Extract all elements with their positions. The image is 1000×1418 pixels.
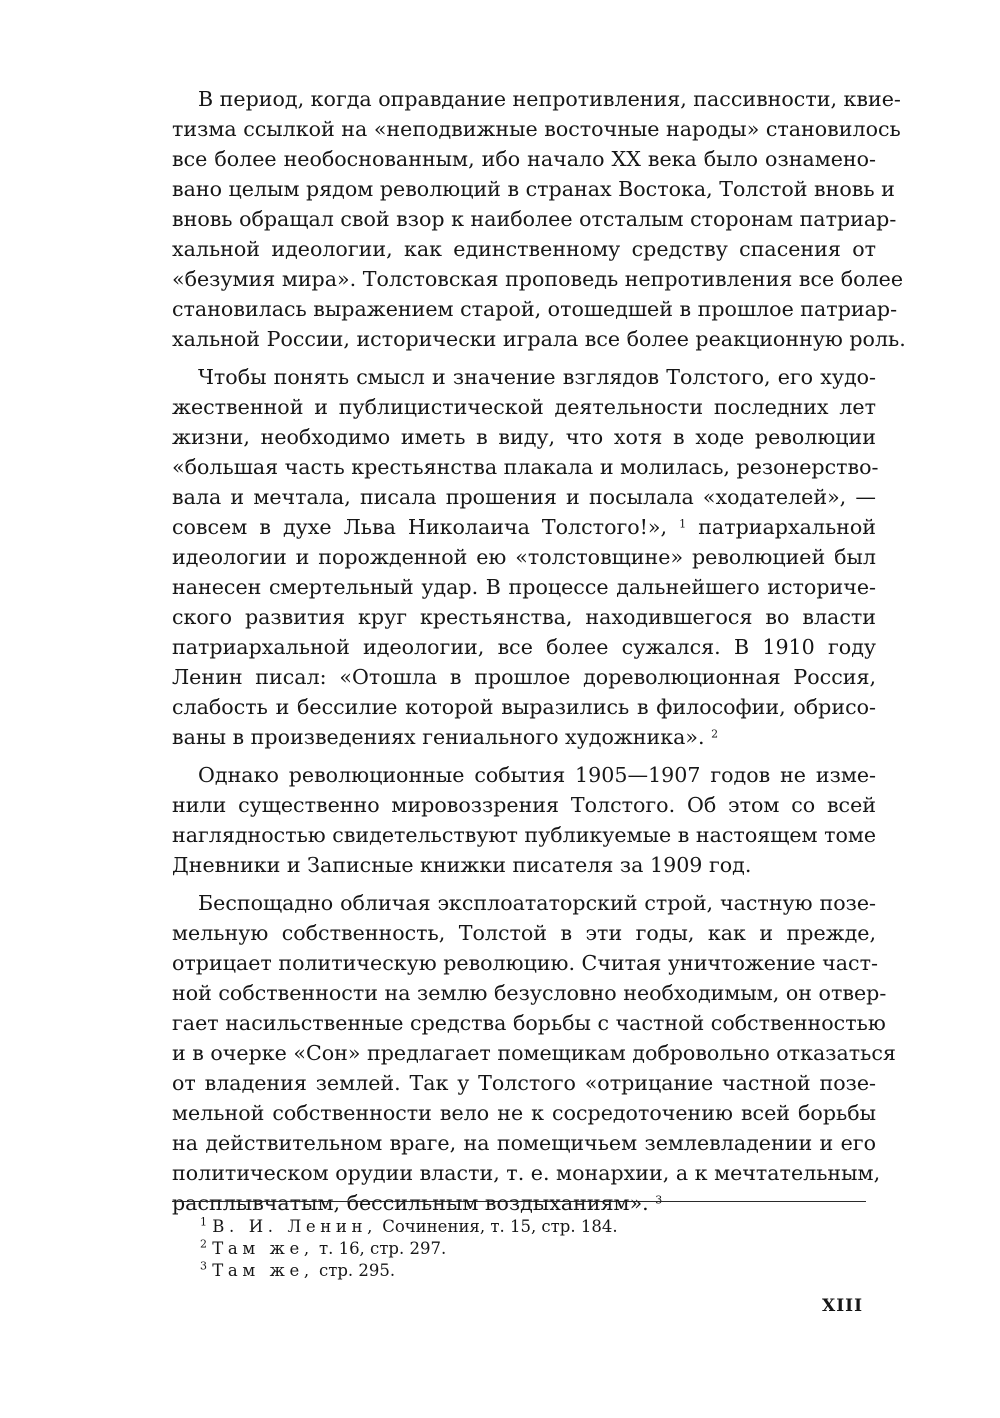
text-line: наглядностью свидетельствуют публикуемые в настоящем томе — [172, 823, 877, 847]
footnote-divider — [172, 1201, 866, 1202]
text-line: «безумия мира». Толстовская проповедь непротивления все более — [172, 267, 904, 291]
text-line: от владения землей. Так у Толстого «отрицание частной позе- — [172, 1071, 876, 1095]
text-line: тизма ссылкой на «неподвижные восточные народы» становилось — [172, 117, 901, 141]
text-line: на действительном враге, на помещичьем землевладении и его — [172, 1131, 876, 1155]
text-line: хальной России, исторически играла все более реакционную роль. — [172, 327, 906, 351]
footnotes — [200, 1216, 820, 1282]
text-line-with-note — [172, 1188, 876, 1218]
text-line: нанесен смертельный удар. В процессе дальнейшего историче- — [172, 575, 876, 599]
footnote-text: стр. 295. — [313, 1261, 396, 1280]
footnote-2 — [200, 1238, 820, 1260]
text-line: политическом орудии власти, т. е. монархии, а к мечтательным, — [172, 1161, 881, 1185]
footnote-3 — [200, 1260, 820, 1282]
footnote-mark: 1 — [200, 1215, 207, 1229]
paragraph-4 — [172, 888, 896, 1218]
text-line: патриархальной идеологии, все более сужался. В 1910 году — [172, 635, 876, 659]
text-line: вала и мечтала, писала прошения и посылала «ходателей», — — [172, 485, 876, 509]
text-segment: совсем в духе Льва Николаича Толстого!», — [172, 515, 668, 539]
text-segment: патриархальной — [698, 515, 877, 539]
text-line: Чтобы понять смысл и значение взглядов Толстого, его худо- — [198, 365, 876, 389]
footnote-1 — [200, 1216, 820, 1238]
paragraph-2 — [172, 362, 879, 752]
footnote-author: Там же, — [212, 1239, 314, 1258]
text-line: Дневники и Записные книжки писателя за 1909 год. — [172, 853, 752, 877]
text-line: гает насильственные средства борьбы с частной собственностью — [172, 1011, 886, 1035]
text-line: отрицает политическую революцию. Считая уничтожение част- — [172, 951, 878, 975]
text-line-with-note — [172, 722, 876, 752]
text-line-with-note — [172, 512, 876, 542]
text-line: ной собственности на землю безусловно необходимым, он отвер- — [172, 981, 887, 1005]
paragraph-3 — [172, 760, 876, 880]
footnote-mark: 3 — [200, 1259, 207, 1273]
footnote-author: Там же, — [212, 1261, 314, 1280]
footnote-ref-1[interactable]: 1 — [679, 517, 687, 531]
footnote-author: В. И. Ленин, — [212, 1217, 377, 1236]
text-segment: расплывчатым, бессильным воздыханиям». — [172, 1191, 649, 1215]
footnote-mark: 2 — [200, 1237, 207, 1251]
text-line: вновь обращал свой взор к наиболее отсталым сторонам патриар- — [172, 207, 897, 231]
text-line: вано целым рядом революций в странах Востока, Толстой вновь и — [172, 177, 895, 201]
text-line: и в очерке «Сон» предлагает помещикам добровольно отказаться — [172, 1041, 896, 1065]
text-line: жественной и публицистической деятельности последних лет — [172, 395, 876, 419]
footnote-ref-3[interactable]: 3 — [655, 1193, 663, 1207]
text-line: хальной идеологии, как единственному средству спасения от — [172, 237, 876, 261]
footnote-text: Сочинения, т. 15, стр. 184. — [376, 1217, 618, 1236]
text-line: мельную собственность, Толстой в эти годы, как и прежде, — [172, 921, 876, 945]
text-line: идеологии и порожденной ею «толстовщине» революцией был — [172, 545, 876, 569]
page-number: XIII — [822, 1296, 864, 1316]
main-text — [172, 84, 906, 1218]
text-line: «большая часть крестьянства плакала и молилась, резонерство- — [172, 455, 879, 479]
text-line: слабость и бессилие которой выразились в философии, обрисо- — [172, 695, 876, 719]
text-line: жизни, необходимо иметь в виду, что хотя в ходе революции — [172, 425, 876, 449]
text-line: В период, когда оправдание непротивления, пассивности, квие- — [198, 87, 901, 111]
footnote-text: т. 16, стр. 297. — [313, 1239, 447, 1258]
text-line: все более необоснованным, ибо начало XX века было ознамено- — [172, 147, 876, 171]
footnote-ref-2[interactable]: 2 — [711, 727, 719, 741]
text-line: Однако революционные события 1905—1907 годов не изме- — [198, 763, 876, 787]
paragraph-1 — [172, 84, 906, 354]
text-segment: ваны в произведениях гениального художника». — [172, 725, 705, 749]
text-line: Ленин писал: «Отошла в прошлое дореволюционная Россия, — [172, 665, 876, 689]
text-line: ского развития круг крестьянства, находившегося во власти — [172, 605, 876, 629]
text-line: Беспощадно обличая эксплоататорский строй, частную позе- — [198, 891, 876, 915]
text-line: нили существенно мировоззрения Толстого. Об этом со всей — [172, 793, 876, 817]
text-line: становилась выражением старой, отошедшей в прошлое патриар- — [172, 297, 898, 321]
text-line: мельной собственности вело не к сосредоточению всей борьбы — [172, 1101, 876, 1125]
